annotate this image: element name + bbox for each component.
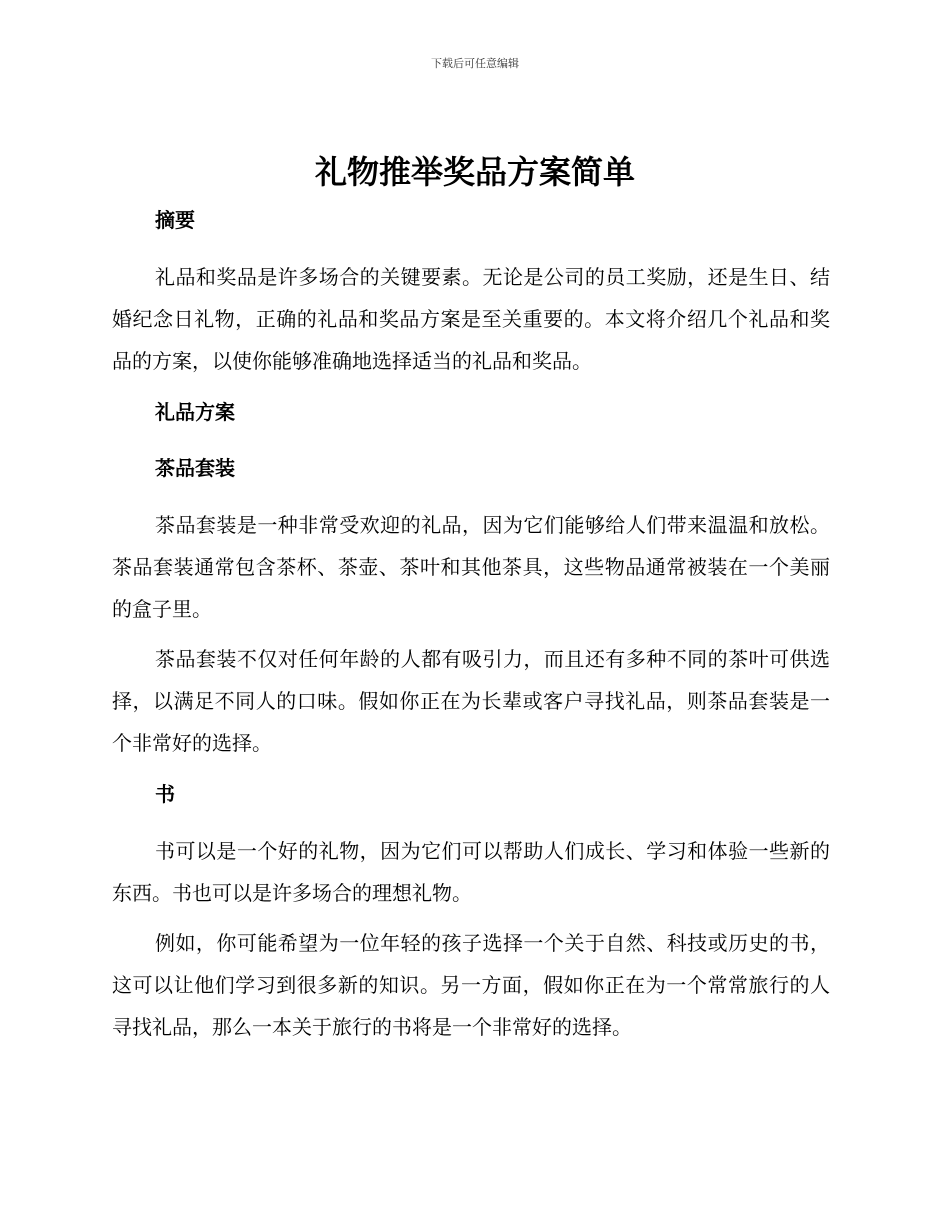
document-body [112, 200, 830, 1056]
heading-gift-plan: 礼品方案 [155, 400, 235, 424]
paragraph-book-1: 书可以是一个好的礼物，因为它们可以帮助人们成长、学习和体验一些新的东西。书也可以是许多场合的理想礼物。 [112, 839, 830, 905]
paragraph-tea-2: 茶品套装不仅对任何年龄的人都有吸引力，而且还有多种不同的茶叶可供选择，以满足不同人的口味。假如你正在为长辈或客户寻找礼品，则茶品套装是一个非常好的选择。 [112, 647, 830, 755]
paragraph-abstract: 礼品和奖品是许多场合的关键要素。无论是公司的员工奖励，还是生日、结婚纪念日礼物，正确的礼品和奖品方案是至关重要的。本文将介绍几个礼品和奖品的方案，以使你能够准确地选择适当的礼品和奖品。 [112, 265, 830, 373]
paragraph-tea-1: 茶品套装是一种非常受欢迎的礼品，因为它们能够给人们带来温温和放松。茶品套装通常包含茶杯、茶壶、茶叶和其他茶具，这些物品通常被装在一个美丽的盒子里。 [112, 513, 830, 621]
document-title: 礼物推举奖品方案简单 [314, 153, 635, 191]
heading-book: 书 [155, 782, 175, 806]
heading-tea-set: 茶品套装 [155, 456, 235, 480]
heading-abstract: 摘要 [155, 208, 195, 232]
header-note: 下载后可任意编辑 [431, 57, 519, 70]
paragraph-book-2: 例如，你可能希望为一位年轻的孩子选择一个关于自然、科技或历史的书，这可以让他们学习到很多新的知识。另一方面，假如你正在为一个常常旅行的人寻找礼品，那么一本关于旅行的书将是一个非常好的选择。 [112, 931, 830, 1039]
